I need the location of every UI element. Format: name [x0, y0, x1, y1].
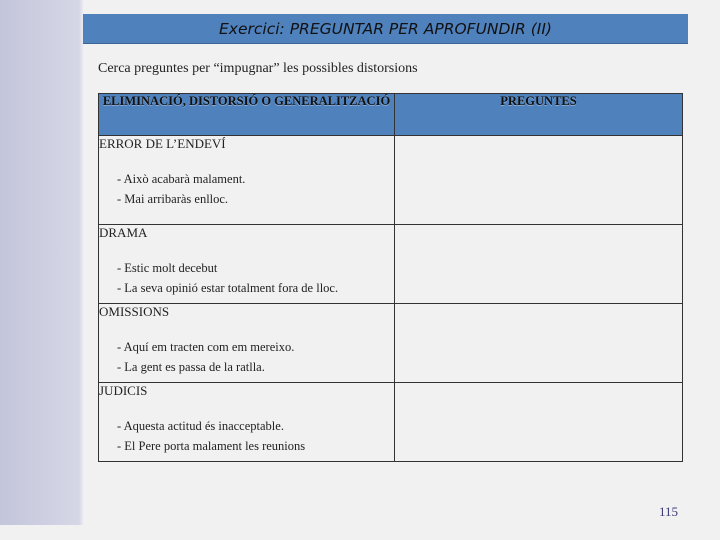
question-answer-cell[interactable] — [395, 136, 683, 225]
question-answer-cell[interactable] — [395, 304, 683, 383]
table-row — [99, 225, 683, 304]
header-distortion: ELIMINACIÓ, DISTORSIÓ O GENERALITZACIÓ — [99, 94, 395, 136]
example-line: - Estic molt decebut — [117, 261, 218, 275]
header-questions: PREGUNTES — [395, 94, 683, 136]
question-answer-cell[interactable] — [395, 225, 683, 304]
example-line: - Això acabarà malament. — [117, 172, 246, 186]
example-line: - La gent es passa de la ratlla. — [117, 360, 265, 374]
category-cell — [99, 304, 395, 383]
category-cell — [99, 225, 395, 304]
category-cell — [99, 383, 395, 462]
question-answer-cell[interactable] — [395, 383, 683, 462]
page-number: 115 — [659, 504, 679, 519]
category-name: ERROR DE L’ENDEVÍ — [99, 136, 226, 151]
table-header-row — [99, 94, 683, 136]
category-cell — [99, 136, 395, 225]
category-name: DRAMA — [99, 225, 148, 240]
example-line: - El Pere porta malament les reunions — [117, 439, 306, 453]
slide-title: Exercici: PREGUNTAR PER APROFUNDIR (II) — [83, 14, 688, 44]
exercise-table — [98, 93, 683, 462]
category-name: JUDICIS — [99, 383, 148, 398]
example-line: - Aquesta actitud és inacceptable. — [117, 419, 284, 433]
slide-subtitle: Cerca preguntes per “impugnar” les possibles distorsions — [98, 61, 418, 76]
category-name: OMISSIONS — [99, 304, 170, 319]
example-line: - Aquí em tracten com em mereixo. — [117, 340, 295, 354]
table-row — [99, 304, 683, 383]
example-line: - La seva opinió estar totalment fora de lloc. — [117, 281, 339, 295]
table-row — [99, 136, 683, 225]
example-line: - Mai arribaràs enlloc. — [117, 192, 229, 206]
sidebar-decoration — [0, 0, 83, 525]
table-row — [99, 383, 683, 462]
